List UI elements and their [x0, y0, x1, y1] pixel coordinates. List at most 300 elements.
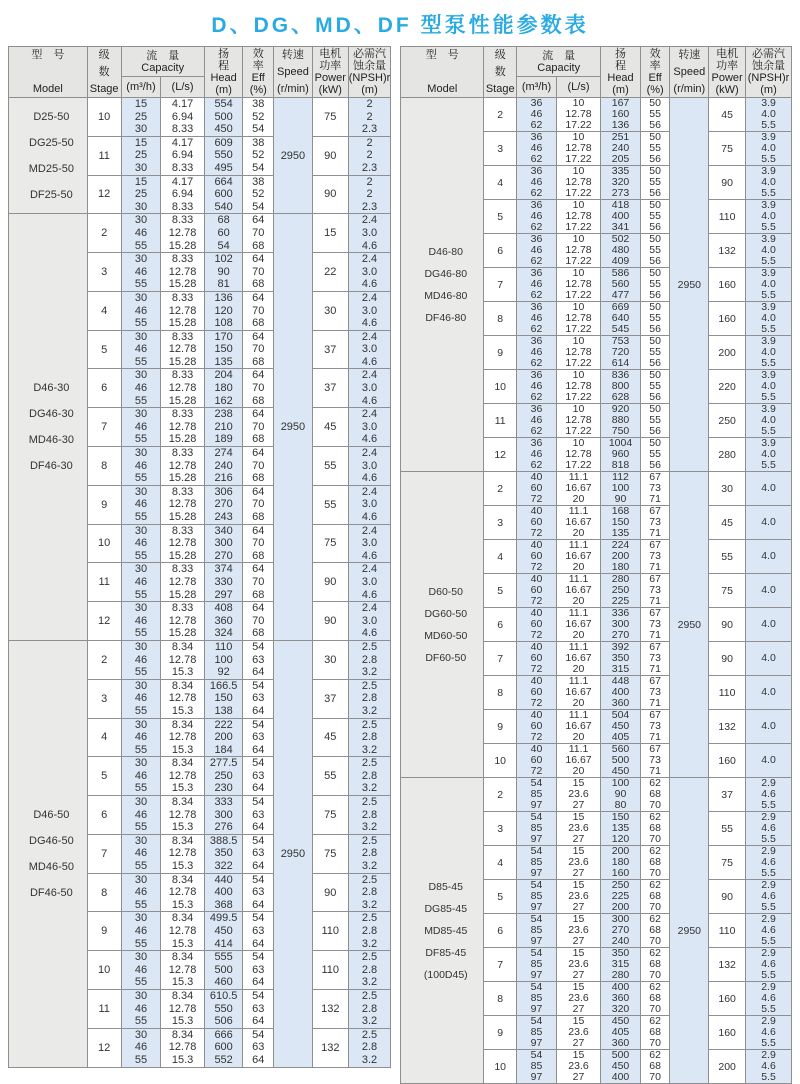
head-value: 560: [611, 278, 630, 290]
power-value: 132: [718, 720, 736, 733]
head-value: 166.5: [209, 679, 238, 692]
capacity-ls-cell: [161, 524, 205, 563]
npsh-value: 4.0: [761, 244, 776, 256]
header-npsh-line: 蚀余量: [353, 60, 386, 72]
stage-cell: [484, 778, 517, 812]
capacity-ls-value: 6.94: [171, 149, 194, 162]
head-values: [601, 166, 640, 199]
head-value: 600: [214, 1041, 233, 1054]
npsh-cell: [746, 540, 792, 574]
capacity-m3h-value: 30: [134, 563, 148, 576]
eff-cell: [640, 846, 670, 880]
capacity-m3h-value: 54: [530, 879, 543, 891]
capacity-ls-value: 8.33: [171, 447, 194, 460]
eff-value: 50: [649, 199, 661, 211]
stage-value: 6: [497, 244, 504, 257]
eff-values: [641, 1050, 670, 1083]
capacity-ls-value: 17.22: [565, 187, 592, 199]
table-header: [9, 47, 391, 98]
head-cell: [204, 214, 243, 253]
eff-values: [641, 166, 670, 199]
capacity-ls-value: 8.34: [171, 951, 194, 964]
stage-cell: [484, 812, 517, 846]
capacity-m3h-cell: [517, 166, 557, 200]
capacity-m3h-value: 30: [134, 485, 148, 498]
header-speed-line: (r/min): [673, 83, 706, 95]
capacity-ls-values: [161, 874, 204, 912]
head-values: [205, 1029, 243, 1067]
capacity-m3h-value: 36: [530, 335, 543, 347]
head-cell: [601, 268, 641, 302]
capacity-m3h-cell: [121, 834, 161, 873]
npsh-value: 4.0: [761, 652, 776, 664]
npsh-value: 4.6: [761, 992, 776, 1004]
header-stage-line: Stage: [485, 83, 515, 95]
head-value: 250: [611, 584, 630, 596]
capacity-m3h-value: 54: [530, 777, 543, 789]
npsh-values: [746, 653, 791, 664]
eff-value: 50: [649, 369, 661, 381]
power-value: 110: [718, 924, 736, 937]
stage-cell: [87, 447, 121, 486]
eff-value: 62: [649, 1015, 661, 1027]
power-value: 55: [324, 498, 337, 511]
capacity-m3h-values: [517, 234, 556, 267]
capacity-m3h-value: 72: [530, 527, 543, 539]
stage-value: 12: [98, 188, 111, 201]
npsh-value: 3.2: [361, 976, 378, 989]
eff-value: 50: [649, 403, 661, 415]
npsh-value: 4.0: [761, 210, 776, 222]
head-cell: [601, 642, 641, 676]
capacity-ls-value: 15: [572, 981, 585, 993]
model-name: D25-50: [33, 110, 70, 123]
npsh-value: 4.0: [761, 754, 776, 766]
eff-value: 63: [252, 692, 265, 705]
header-eff-line: 率: [252, 60, 264, 72]
capacity-ls-value: 12.78: [565, 312, 592, 324]
capacity-ls-value: 23.6: [568, 856, 589, 868]
npsh-cell: [348, 796, 391, 835]
npsh-cell: [348, 175, 391, 214]
stage-cell: [484, 370, 517, 404]
npsh-values: [349, 1029, 391, 1067]
npsh-value: 4.6: [361, 433, 378, 446]
capacity-m3h-cell: [121, 602, 161, 641]
head-value: 240: [611, 142, 630, 154]
head-value: 1004: [608, 437, 633, 449]
header-power-line: Power: [711, 72, 743, 84]
capacity-ls-cell: [556, 268, 600, 302]
eff-cell: [243, 718, 274, 757]
npsh-value: 4.6: [361, 239, 378, 252]
eff-value: 63: [252, 769, 265, 782]
capacity-ls-values: [557, 948, 600, 981]
stage-value: 10: [98, 110, 111, 123]
eff-value: 68: [252, 511, 265, 523]
power-value: 37: [721, 788, 733, 801]
capacity-ls-cell: [556, 676, 600, 710]
eff-value: 64: [252, 860, 265, 873]
stage-cell: [484, 506, 517, 540]
npsh-value: 4.6: [761, 856, 776, 868]
model-cell: [9, 640, 88, 1067]
head-cell: [601, 438, 641, 472]
capacity-ls-cell: [161, 253, 205, 292]
head-cell: [204, 679, 243, 718]
npsh-value: 2.4: [361, 369, 378, 382]
npsh-value: 4.0: [761, 584, 776, 596]
stage-cell: [87, 757, 121, 796]
capacity-m3h-value: 72: [530, 595, 543, 607]
power-value: 160: [718, 754, 736, 767]
header-cell: [746, 47, 792, 98]
eff-value: 68: [252, 627, 265, 640]
table-row: [401, 98, 792, 132]
npsh-value: 2.4: [361, 485, 378, 498]
header-model-line: Model: [427, 83, 458, 95]
npsh-value: 4.6: [761, 958, 776, 970]
capacity-m3h-value: 40: [530, 709, 543, 721]
head-value: 448: [611, 675, 630, 687]
power-value: 37: [324, 382, 337, 395]
capacity-m3h-values: [517, 846, 556, 879]
model-name: DF60-50: [425, 651, 467, 664]
capacity-m3h-value: 55: [134, 317, 148, 330]
head-value: 225: [611, 595, 630, 607]
capacity-m3h-values: [122, 602, 161, 640]
stage-cell: [87, 796, 121, 835]
npsh-cell: [348, 524, 391, 563]
eff-values: [243, 719, 273, 757]
capacity-m3h-cell: [121, 485, 161, 524]
npsh-cell: [746, 608, 792, 642]
stage-cell: [87, 834, 121, 873]
stage-cell: [484, 710, 517, 744]
power-value: 55: [721, 822, 733, 835]
capacity-ls-value: 20: [572, 527, 585, 539]
capacity-ls-cell: [161, 602, 205, 641]
stage-value: 4: [497, 856, 504, 869]
head-value: 400: [214, 886, 233, 899]
head-value: 800: [611, 380, 630, 392]
eff-value: 64: [252, 821, 265, 834]
capacity-m3h-values: [122, 680, 161, 718]
capacity-m3h-value: 85: [530, 856, 543, 868]
head-values: [205, 98, 243, 136]
speed-value: 2950: [280, 149, 306, 162]
header-row-1: [9, 47, 391, 77]
npsh-value: 5.5: [761, 969, 776, 981]
capacity-m3h-value: 30: [134, 291, 148, 304]
capacity-ls-value: 15.3: [171, 666, 194, 679]
stage-cell: [484, 642, 517, 676]
capacity-ls-value: 12.78: [168, 343, 197, 356]
head-cell: [204, 485, 243, 524]
capacity-ls-value: 20: [572, 595, 585, 607]
head-value: 335: [611, 165, 630, 177]
npsh-value: 3.9: [761, 437, 776, 449]
npsh-cell: [746, 948, 792, 982]
header-cell: [401, 47, 484, 98]
head-cell: [601, 710, 641, 744]
power-cell: [312, 214, 348, 253]
capacity-ls-value: 17.22: [565, 255, 592, 267]
head-value: 400: [611, 981, 630, 993]
power-cell: [709, 98, 746, 132]
capacity-ls-cell: [161, 951, 205, 990]
power-cell: [709, 812, 746, 846]
stage-cell: [484, 880, 517, 914]
capacity-ls-value: 12.78: [168, 925, 197, 937]
head-value: 440: [214, 873, 233, 886]
stage-value: 7: [101, 847, 108, 860]
head-value: 450: [214, 925, 233, 937]
header-speed-line: 转速: [678, 49, 701, 61]
capacity-m3h-value: 40: [530, 471, 543, 483]
head-values: [205, 719, 243, 757]
eff-value: 62: [649, 981, 661, 993]
capacity-ls-cell: [556, 336, 600, 370]
capacity-ls-values: [161, 757, 204, 795]
eff-value: 70: [252, 459, 265, 472]
head-value: 500: [214, 110, 233, 123]
head-value: 136: [611, 119, 630, 131]
capacity-m3h-value: 97: [530, 1003, 543, 1015]
npsh-value: 2: [366, 110, 373, 123]
power-cell: [312, 408, 348, 447]
head-value: 138: [214, 704, 233, 717]
capacity-ls-value: 10: [572, 165, 585, 177]
npsh-values: [349, 874, 391, 912]
npsh-values: [349, 563, 391, 601]
capacity-m3h-value: 60: [530, 550, 543, 562]
stage-cell: [87, 602, 121, 641]
npsh-value: 2.9: [761, 981, 776, 993]
capacity-ls-cell: [161, 679, 205, 718]
capacity-ls-value: 12.78: [168, 653, 197, 666]
stage-cell: [87, 253, 121, 292]
capacity-ls-values: [161, 563, 204, 601]
capacity-ls-value: 15: [572, 777, 585, 789]
capacity-ls-cell: [556, 540, 600, 574]
npsh-values: [349, 680, 391, 718]
eff-value: 54: [252, 718, 265, 731]
capacity-m3h-value: 97: [530, 1071, 543, 1083]
stage-cell: [484, 540, 517, 574]
power-value: 45: [324, 421, 337, 434]
stage-value: 10: [98, 964, 111, 977]
header-head-line: 程: [615, 60, 627, 72]
capacity-m3h-value: 36: [530, 233, 543, 245]
eff-value: 63: [252, 653, 265, 666]
capacity-m3h-value: 15: [134, 98, 148, 110]
eff-value: 68: [252, 394, 265, 407]
capacity-ls-cell: [161, 873, 205, 912]
capacity-ls-value: 17.22: [565, 221, 592, 233]
npsh-value: 3.0: [361, 459, 378, 472]
capacity-ls-value: 11.1: [568, 539, 589, 551]
capacity-ls-values: [557, 778, 600, 811]
capacity-ls-value: 15.28: [168, 433, 197, 446]
stage-cell: [484, 608, 517, 642]
capacity-m3h-value: 30: [134, 524, 148, 537]
capacity-ls-cell: [161, 408, 205, 447]
eff-value: 68: [649, 924, 661, 936]
eff-cell: [640, 642, 670, 676]
stage-cell: [484, 438, 517, 472]
capacity-m3h-value: 85: [530, 1026, 543, 1038]
speed-value: 2950: [280, 421, 306, 434]
eff-value: 70: [252, 382, 265, 395]
capacity-ls-values: [557, 166, 600, 199]
capacity-ls-values: [557, 880, 600, 913]
capacity-ls-cell: [556, 200, 600, 234]
eff-cell: [243, 330, 274, 369]
capacity-ls-cell: [556, 744, 600, 778]
eff-cell: [640, 370, 670, 404]
power-value: 200: [718, 1060, 736, 1073]
eff-value: 56: [649, 357, 661, 369]
capacity-m3h-cell: [517, 574, 557, 608]
npsh-value: 3.2: [361, 782, 378, 795]
capacity-ls-value: 16.67: [565, 516, 592, 528]
capacity-m3h-value: 85: [530, 822, 543, 834]
npsh-cell: [746, 404, 792, 438]
header-stage-line: 数: [494, 66, 506, 78]
capacity-m3h-cell: [121, 718, 161, 757]
capacity-m3h-cell: [517, 370, 557, 404]
capacity-ls-cell: [556, 778, 600, 812]
npsh-values: [746, 585, 791, 596]
npsh-values: [746, 948, 791, 981]
capacity-m3h-value: 46: [530, 278, 543, 290]
npsh-value: 5.5: [761, 255, 776, 267]
eff-cell: [243, 796, 274, 835]
eff-value: 50: [649, 131, 661, 143]
npsh-values: [349, 990, 391, 1028]
power-value: 75: [324, 110, 337, 123]
capacity-ls-cell: [556, 166, 600, 200]
capacity-ls-value: 8.33: [171, 161, 194, 174]
head-values: [205, 680, 243, 718]
capacity-ls-value: 15.3: [171, 1015, 194, 1028]
npsh-value: 2.8: [361, 653, 378, 666]
capacity-ls-values: [557, 710, 600, 743]
eff-value: 71: [649, 595, 661, 607]
capacity-ls-values: [161, 176, 204, 214]
npsh-cell: [348, 951, 391, 990]
stage-cell: [484, 234, 517, 268]
capacity-ls-value: 15: [572, 1015, 585, 1027]
capacity-ls-value: 20: [572, 663, 585, 675]
power-cell: [709, 710, 746, 744]
capacity-m3h-value: 36: [530, 437, 543, 449]
capacity-m3h-value: 46: [134, 343, 148, 356]
capacity-ls-value: 17.22: [565, 323, 592, 335]
head-value: 614: [611, 357, 630, 369]
npsh-value: 4.0: [761, 380, 776, 392]
stage-value: 8: [497, 686, 504, 699]
power-value: 160: [718, 992, 736, 1005]
stage-cell: [484, 132, 517, 166]
npsh-values: [746, 370, 791, 403]
npsh-value: 5.5: [761, 289, 776, 301]
eff-values: [243, 602, 273, 640]
power-cell: [709, 268, 746, 302]
header-speed-line: 转速: [281, 49, 304, 61]
head-values: [205, 874, 243, 912]
capacity-ls-cell: [161, 291, 205, 330]
npsh-value: 4.0: [761, 278, 776, 290]
eff-value: 64: [252, 485, 265, 498]
capacity-m3h-value: 60: [530, 686, 543, 698]
capacity-ls-cell: [556, 642, 600, 676]
capacity-m3h-value: 36: [530, 199, 543, 211]
head-cell: [601, 948, 641, 982]
capacity-m3h-value: 46: [134, 963, 148, 976]
head-value: 666: [214, 1028, 233, 1041]
npsh-cell: [348, 98, 391, 137]
capacity-m3h-value: 85: [530, 992, 543, 1004]
head-values: [601, 778, 640, 811]
capacity-ls-value: 10: [572, 403, 585, 415]
capacity-ls-cell: [556, 1050, 600, 1084]
capacity-ls-value: 20: [572, 765, 585, 777]
capacity-ls-value: 11.1: [568, 709, 589, 721]
capacity-m3h-value: 36: [530, 369, 543, 381]
capacity-m3h-value: 30: [134, 330, 148, 343]
capacity-ls-value: 8.34: [171, 873, 194, 886]
head-value: 341: [611, 221, 630, 233]
capacity-ls-value: 8.33: [171, 408, 194, 421]
npsh-values: [746, 755, 791, 766]
capacity-ls-cell: [556, 948, 600, 982]
power-cell: [709, 302, 746, 336]
head-value: 102: [214, 253, 233, 266]
eff-value: 64: [252, 369, 265, 382]
npsh-value: 4.6: [761, 890, 776, 902]
npsh-value: 5.5: [761, 1071, 776, 1083]
npsh-value: 2: [366, 188, 373, 201]
capacity-ls-value: 15.3: [171, 704, 194, 717]
table-row: [9, 214, 391, 253]
header-capacity: [122, 50, 204, 74]
capacity-m3h-value: 30: [134, 757, 148, 770]
head-value: 250: [214, 769, 233, 782]
header-npsh-line: (m): [760, 84, 777, 96]
head-value: 240: [214, 459, 233, 472]
stage-value: 7: [497, 278, 504, 291]
eff-cell: [640, 200, 670, 234]
capacity-m3h-value: 62: [530, 289, 543, 301]
head-value: 150: [611, 811, 630, 823]
npsh-value: 3.9: [761, 131, 776, 143]
capacity-ls-cell: [556, 1016, 600, 1050]
head-value: 450: [214, 123, 233, 136]
capacity-m3h-value: 30: [134, 873, 148, 886]
eff-values: [243, 641, 273, 679]
power-cell: [709, 1050, 746, 1084]
eff-value: 55: [649, 176, 661, 188]
eff-cell: [640, 778, 670, 812]
capacity-m3h-value: 40: [530, 539, 543, 551]
header-eff-line: Eff: [648, 72, 662, 84]
stage-cell: [87, 640, 121, 679]
stage-cell: [87, 563, 121, 602]
capacity-m3h-cell: [121, 757, 161, 796]
model-cell: [401, 98, 484, 472]
